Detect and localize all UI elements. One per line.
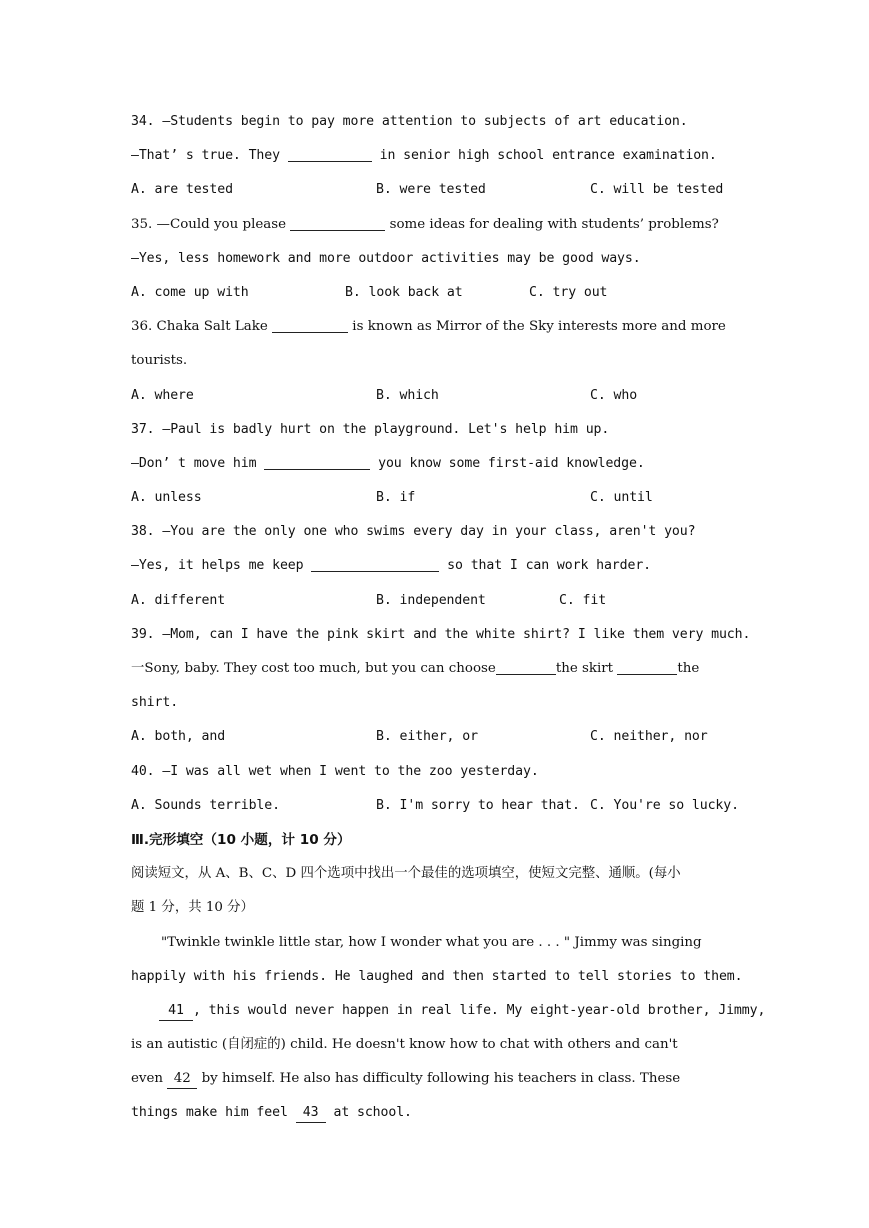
question-35-stem: 35. —Could you please some ideas for dealing with students’ problems? <box>131 212 739 246</box>
option-b[interactable]: B. either, or <box>376 729 478 745</box>
option-c[interactable]: C. fit <box>559 592 607 608</box>
passage-line: "Twinkle twinkle little star, how I wonder what you are . . . " Jimmy was singing <box>161 934 702 950</box>
question-35-options <box>131 280 739 314</box>
option-c[interactable]: C. You're so lucky. <box>590 797 739 813</box>
question-38-reply: —Yes, it helps me keep so that I can work harder. <box>131 553 739 587</box>
blank-41[interactable]: 41 <box>159 1002 193 1021</box>
answer-blank[interactable] <box>288 145 372 162</box>
question-40-stem: 40. —I was all wet when I went to the zoo yesterday. <box>131 763 539 779</box>
option-c[interactable]: C. will be tested <box>590 182 724 198</box>
section-instruction: 阅读短文，从 A、B、C、D 四个选项中找出一个最佳的选项填空，使短文完整、通顺。(每小 <box>131 866 681 882</box>
option-a[interactable]: A. are tested <box>131 182 233 198</box>
answer-blank[interactable] <box>290 214 385 231</box>
question-38-options <box>131 588 739 622</box>
answer-blank[interactable] <box>264 453 370 470</box>
option-c[interactable]: C. try out <box>529 284 608 300</box>
question-39-stem: 39. —Mom, can I have the pink skirt and the white shirt? I like them very much. <box>131 626 751 642</box>
question-39-reply: 一Sony, baby. They cost too much, but you can choose the skirt the <box>131 656 739 690</box>
option-b[interactable]: B. which <box>376 387 439 403</box>
option-c[interactable]: C. neither, nor <box>590 729 708 745</box>
option-a[interactable]: A. where <box>131 387 194 403</box>
exam-page <box>131 109 766 1135</box>
question-34-stem: 34. —Students begin to pay more attention to subjects of art education. <box>131 114 688 129</box>
passage-line: happily with his friends. He laughed and then started to tell stories to them. <box>131 968 743 984</box>
option-a[interactable]: A. both, and <box>131 729 226 745</box>
question-37-options <box>131 485 739 519</box>
answer-blank[interactable] <box>617 658 677 675</box>
option-a[interactable]: A. unless <box>131 490 202 506</box>
option-b[interactable]: B. if <box>376 490 416 506</box>
question-39-reply-cont: shirt. <box>131 695 179 711</box>
option-b[interactable]: B. were tested <box>376 182 486 198</box>
question-36-options <box>131 383 739 417</box>
question-40-options <box>131 793 739 827</box>
question-36-stem-cont: tourists. <box>131 353 188 369</box>
answer-blank[interactable] <box>272 316 348 333</box>
option-b[interactable]: B. look back at <box>345 284 463 300</box>
option-c[interactable]: C. until <box>590 490 653 506</box>
question-34-reply: —That’ s true. They in senior high school entrance examination. <box>131 143 739 177</box>
question-37-stem: 37. —Paul is badly hurt on the playground. Let's help him up. <box>131 421 610 437</box>
passage-line: things make him feel 43 at school. <box>131 1100 739 1134</box>
option-a[interactable]: A. different <box>131 592 226 608</box>
question-34-options <box>131 177 739 211</box>
question-35-reply: —Yes, less homework and more outdoor activities may be good ways. <box>131 250 641 266</box>
section-title: Ⅲ.完形填空（10 小题，计 10 分） <box>131 831 351 848</box>
blank-42[interactable]: 42 <box>167 1070 197 1089</box>
question-37-reply: —Don’ t move him you know some first-aid knowledge. <box>131 451 739 485</box>
passage-line: 41 , this would never happen in real life. My eight-year-old brother, Jimmy, <box>131 998 739 1032</box>
answer-blank[interactable] <box>311 555 439 572</box>
section-instruction-cont: 题 1 分，共 10 分） <box>131 900 254 916</box>
question-39-options <box>131 724 739 758</box>
option-a[interactable]: A. Sounds terrible. <box>131 797 280 813</box>
question-36-stem: 36. Chaka Salt Lake is known as Mirror of the Sky interests more and more <box>131 314 739 348</box>
blank-43[interactable]: 43 <box>296 1104 326 1123</box>
option-c[interactable]: C. who <box>590 387 638 403</box>
question-38-stem: 38. —You are the only one who swims every day in your class, aren't you? <box>131 524 696 540</box>
passage-line: is an autistic (自闭症的) child. He doesn't know how to chat with others and can't <box>131 1037 678 1053</box>
answer-blank[interactable] <box>496 658 556 675</box>
passage-line: even 42 by himself. He also has difficulty following his teachers in class. These <box>131 1066 739 1100</box>
option-b[interactable]: B. I'm sorry to hear that. <box>376 797 580 813</box>
option-a[interactable]: A. come up with <box>131 284 249 300</box>
option-b[interactable]: B. independent <box>376 592 486 608</box>
